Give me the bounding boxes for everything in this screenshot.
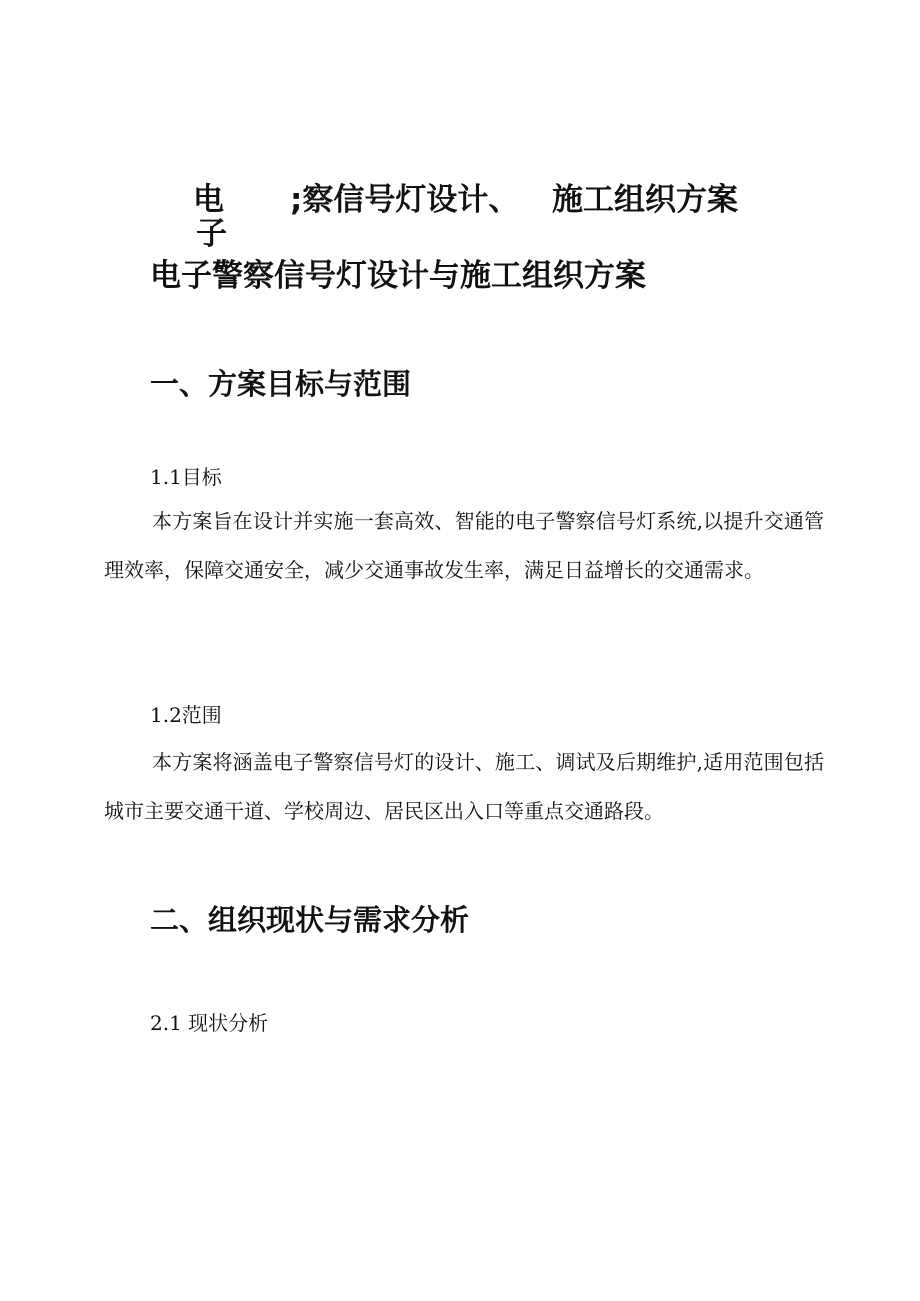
title-fragment-3: ;察信号灯设计、 [290,182,520,218]
title-fragment-1: 电 [193,182,224,218]
section-heading-2: 二、组织现状与需求分析 [150,903,470,937]
document-title: 电子警察信号灯设计与施工组织方案 [150,258,646,294]
title-fragment-2: 子 [196,216,227,252]
title-fragment-4: 施工组织方案 [552,182,738,218]
paragraph-1-1: 本方案旨在设计并实施一套高效、智能的电子警察信号灯系统,以提升交通管理效率，保障交通安全，减少交通事故发生率，满足日益增长的交通需求。 [104,509,824,582]
subsection-heading-1-1: 1.1目标 [150,465,222,489]
section-heading-1: 一、方案目标与范围 [150,367,412,401]
paragraph-1-2: 本方案将涵盖电子警察信号灯的设计、施工、调试及后期维护,适用范围包括城市主要交通干道、学校周边、居民区出入口等重点交通路段。 [104,750,824,823]
subsection-heading-1-2: 1.2范围 [150,703,222,727]
subsection-heading-2-1: 2.1 现状分析 [150,1011,269,1035]
